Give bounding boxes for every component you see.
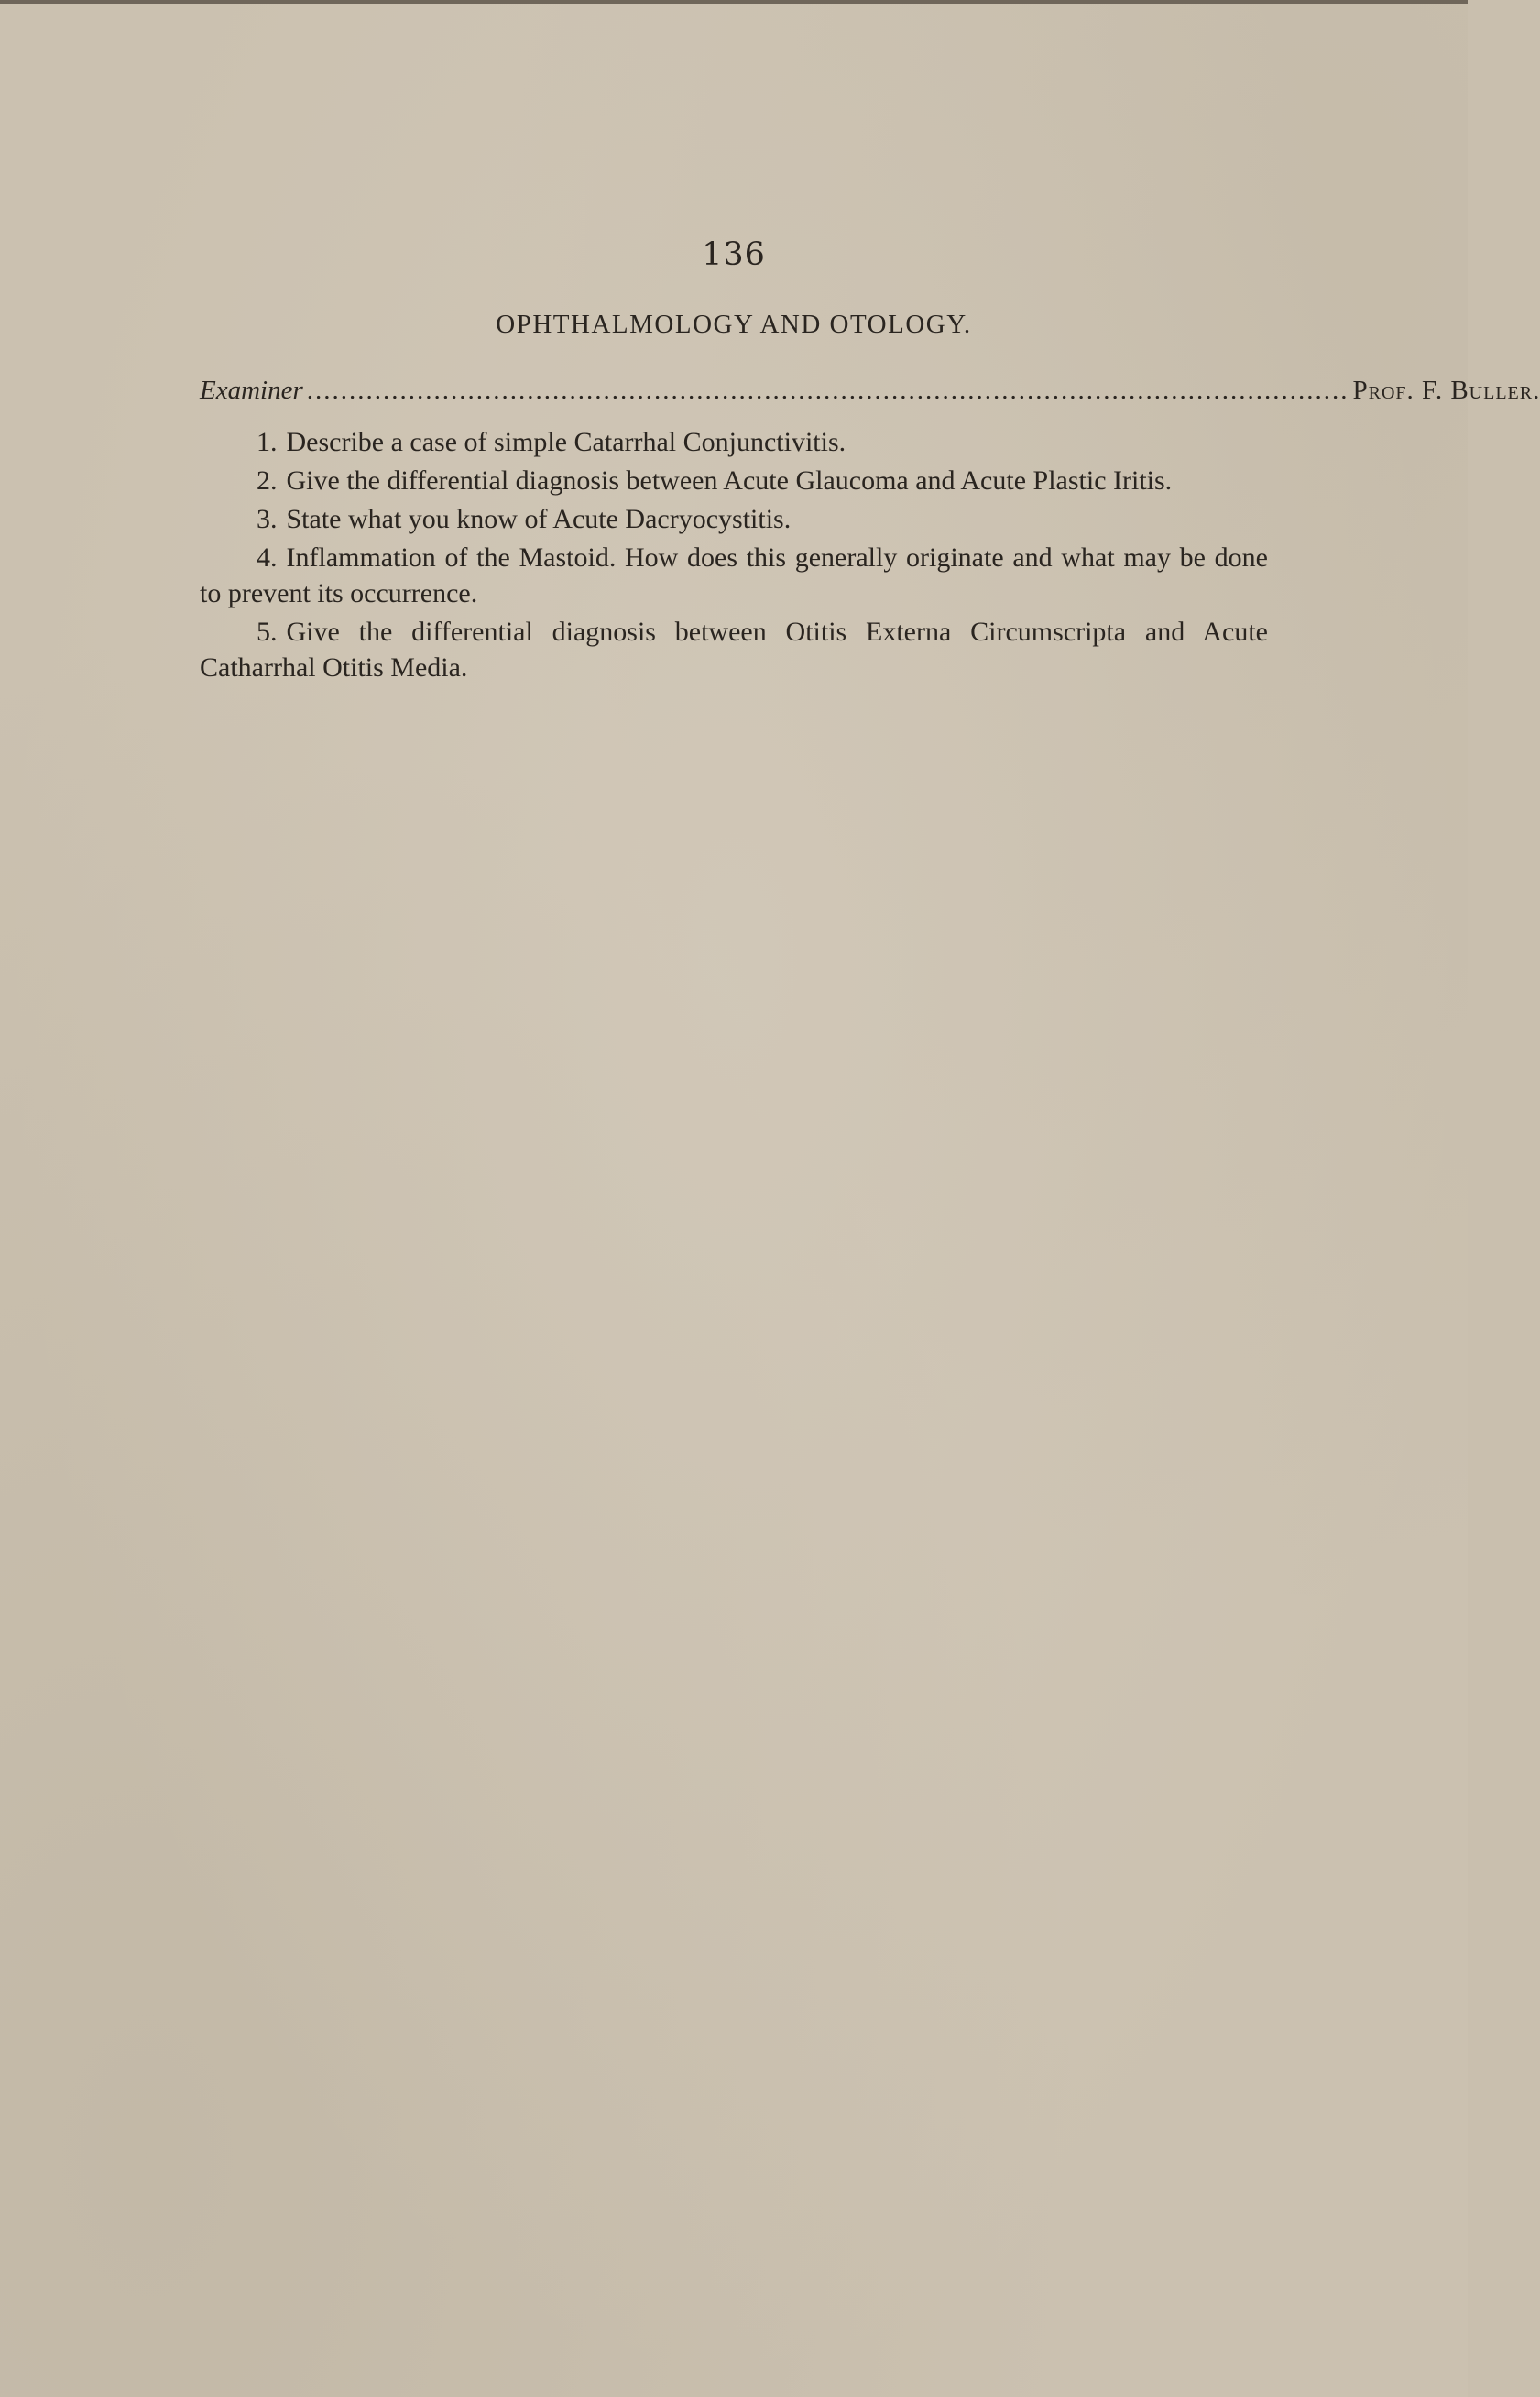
question-item (200, 540, 1268, 611)
dot-leader: ........................................................................................................................... (306, 376, 1349, 405)
page-top-edge (0, 0, 1468, 4)
examiner-label: Examiner (200, 376, 303, 405)
question-number: 5. (257, 617, 278, 647)
question-text: Describe a case of simple Catarrhal Conjunctivitis. (286, 427, 846, 457)
question-number: 3. (257, 504, 278, 534)
examiner-name: Prof. F. Buller. (1352, 376, 1540, 405)
question-number: 4. (257, 542, 278, 573)
examiner-line (200, 376, 1540, 406)
question-item (200, 424, 1268, 460)
page-number: 136 (702, 236, 766, 273)
question-number: 2. (257, 465, 278, 496)
question-number: 1. (257, 427, 278, 457)
question-text: Give the differential diagnosis between Acute Glaucoma and Acute Plastic Iritis. (286, 465, 1173, 496)
section-title: OPHTHALMOLOGY AND OTOLOGY. (496, 310, 972, 339)
question-list (200, 424, 1268, 688)
question-text: Give the differential diagnosis between Otitis Externa Circumscripta and Acute Catharrhal Otitis Media. (200, 617, 1268, 683)
question-item (200, 501, 1268, 537)
question-item (200, 463, 1268, 498)
question-text: State what you know of Acute Dacryocystitis. (286, 504, 792, 534)
question-item (200, 614, 1268, 685)
question-text: Inflammation of the Mastoid. How does this generally originate and what may be done to prevent its occurrence. (200, 542, 1268, 608)
